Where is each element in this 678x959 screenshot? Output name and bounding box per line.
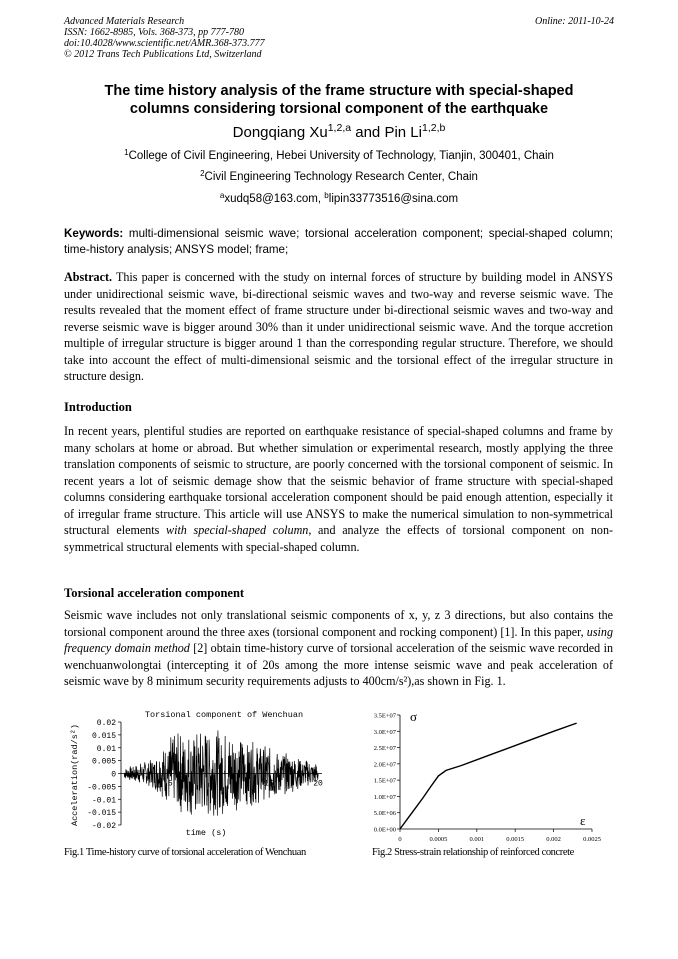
affiliation-2 <box>64 171 614 183</box>
fig2-ytick-label: 2.0E+07 <box>373 761 396 769</box>
fig1-series-line <box>124 730 318 815</box>
fig1-ytick-label: 0.02 <box>96 719 116 728</box>
fig1-ytick-label: 0.015 <box>91 731 116 741</box>
title-line-2: columns considering torsional component of the earthquake <box>129 101 549 117</box>
email-b[interactable]: lipin33773516@sina.com <box>328 193 459 205</box>
torsional-emphasis: using frequency domain method <box>64 624 613 655</box>
fig2-ytick-label: 3.5E+07 <box>373 712 396 720</box>
torsional-heading: Torsional acceleration component <box>64 586 245 600</box>
author-1-sup: 1,2,a <box>327 122 352 134</box>
abstract-text: This paper is concerned with the study on internal forces of structure by building model in ANSYS under unidirectional seismic wave, bi-directional seismic waves and two-way and reverse seismic wave. The results revealed that the moment effect of frame structure under bi-directional seismic waves and two-way and reverse seismic wave is bigger around 30% than it under unidirectional seismic wave. And the torque accretion multiple of irregular structure is bigger around 1 than the corresponding regular structure. Therefore, we should take into account the effect of multi-dimensional seismic and the torsional effect of the irregular structure in structure design. <box>64 270 613 383</box>
fig2-ytick-label: 5.0E+06 <box>373 810 396 818</box>
figure-2-chart <box>360 705 615 845</box>
emails <box>64 193 614 205</box>
email-b-sup: b <box>324 191 329 200</box>
intro-emphasis: with special-shaped column <box>166 523 309 537</box>
figure-1-chart <box>64 705 334 845</box>
fig1-xlabel: time (s) <box>185 828 227 838</box>
fig2-xtick-label: 0.0005 <box>429 836 448 843</box>
paper-title <box>64 82 614 118</box>
keywords-label: Keywords: <box>64 227 124 240</box>
fig2-ytick-label: 0.0E+00 <box>373 826 396 834</box>
fig2-xtick-label: 0 <box>398 836 402 843</box>
fig2-ytick-label: 1.0E+07 <box>373 793 396 801</box>
fig2-ytick-label: 3.0E+07 <box>373 728 396 736</box>
torsional-text-end: [2] obtain time-history curve of torsional acceleration of the seismic wave recorded in wenchuanwolongtai (intercepting it of 20s among the more intense seismic wave and peak acceleration of seismic wave by 8 minimum security requirements adjusts to 400cm/s²),as shown in Fig. 1. <box>64 641 613 688</box>
aff1-text: College of Civil Engineering, Hebei University of Technology, Tianjin, 300401, Chain <box>128 150 554 162</box>
fig2-xtick-label: 0.001 <box>469 836 485 843</box>
fig2-xlabel: ε <box>580 813 586 828</box>
aff1-sup: 1 <box>124 148 129 157</box>
fig1-ytick-label: -0.01 <box>91 796 116 806</box>
intro-text: In recent years, plentiful studies are reported on earthquake resistance of special-shaped columns and frame by many scholars at home or abroad. But whether simulation or experimental research, mostly applying the three translation components of seismic to structure, are poorly concerned with the torsional component of seismic. In recent years a lot of seismic demage show that the seismic behavior of frame structure with special-shaped columns considering earthquake torsional acceleration component should be paid enough attention, especially it of irregular frame structure. This article will use ANSYS to make the numerical simulation to non-symmetrical structural elements <box>64 424 613 537</box>
fig1-ytick-label: -0.005 <box>87 783 116 793</box>
keywords-text: multi-dimensional seismic wave; torsional acceleration component; special-shaped column; time-history analysis; ANSYS model; frame; <box>64 227 613 256</box>
fig2-ytick-label: 2.5E+07 <box>373 745 396 753</box>
fig1-ytick-label: 0.01 <box>96 744 116 754</box>
journal-name: Advanced Materials Research <box>64 16 185 27</box>
abstract-label: Abstract. <box>64 270 113 284</box>
fig1-ytick-label: 0 <box>111 770 116 780</box>
fig1-xtick-label: 15 <box>263 779 274 789</box>
affiliation-1 <box>64 150 614 162</box>
fig1-ytick-label: 0.005 <box>91 757 116 767</box>
intro-heading: Introduction <box>64 400 132 414</box>
doi: doi:10.4028/www.scientific.net/AMR.368-373.777 <box>64 38 265 49</box>
intro-text-end: , and analyze the effects of torsional component on non-symmetrical structural elements with special-shaped column. <box>64 523 614 554</box>
fig2-xtick-label: 0.0025 <box>583 836 601 843</box>
intro-paragraph <box>64 423 613 555</box>
abstract <box>64 269 613 385</box>
author-2: Pin Li <box>384 124 422 141</box>
figure-2-caption: Fig.2 Stress-strain relationship of reinforced concrete <box>372 847 574 858</box>
fig2-ytick-label: 1.5E+07 <box>373 777 396 785</box>
torsional-paragraph <box>64 607 613 690</box>
aff2-sup: 2 <box>200 169 205 178</box>
fig2-ylabel: σ <box>410 709 418 724</box>
copyright: © 2012 Trans Tech Publications Ltd, Switzerland <box>64 49 262 60</box>
online-date: Online: 2011-10-24 <box>535 16 614 27</box>
author-1: Dongqiang Xu <box>232 124 328 141</box>
fig1-xtick-label: 20 <box>313 779 323 789</box>
keywords <box>64 226 613 257</box>
fig1-ytick-label: -0.02 <box>91 822 116 831</box>
torsional-text: Seismic wave includes not only translational seismic components of x, y, z 3 directions, but also contains the torsional component around the three axes (torsional component and rocking component) [1]. In this paper, <box>64 608 613 639</box>
author-2-sup: 1,2,b <box>421 122 446 134</box>
fig2-xtick-label: 0.0015 <box>506 836 525 843</box>
fig2-series-line <box>400 723 577 829</box>
authors <box>64 124 614 141</box>
email-a-sup: a <box>219 191 225 200</box>
email-a[interactable]: xudq58@163.com, <box>224 193 325 205</box>
journal-header <box>64 16 265 60</box>
fig2-xtick-label: 0.002 <box>546 836 561 843</box>
fig1-title: Torsional component of Wenchuan <box>144 710 304 720</box>
title-line-1: The time history analysis of the frame structure with special-shaped <box>104 83 574 99</box>
fig1-ylabel: Acceleration(rad/s²) <box>70 723 80 827</box>
author-and: and <box>351 124 385 141</box>
fig1-xtick-label: 5 <box>167 779 173 789</box>
fig1-ytick-label: -0.015 <box>87 809 116 819</box>
aff2-text: Civil Engineering Technology Research Center, Chain <box>204 171 478 183</box>
issn: ISSN: 1662-8985, Vols. 368-373, pp 777-780 <box>64 27 244 38</box>
figure-1-caption: Fig.1 Time-history curve of torsional acceleration of Wenchuan <box>64 847 306 858</box>
